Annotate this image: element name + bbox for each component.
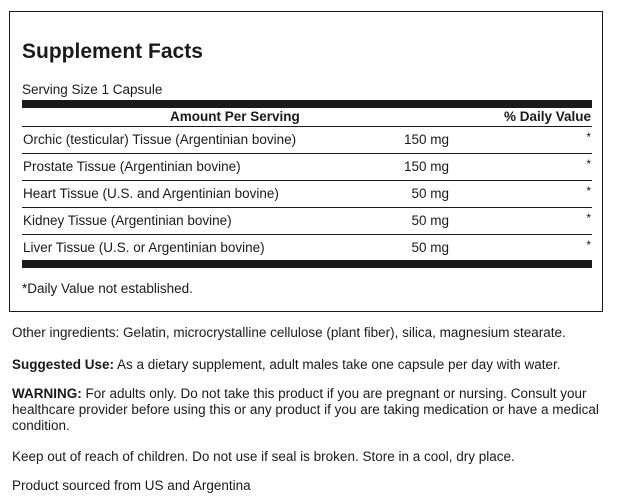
table-row	[22, 208, 592, 234]
ingredient-name: Kidney Tissue (Argentinian bovine)	[23, 213, 232, 228]
table-row	[22, 154, 592, 180]
ingredient-daily-value: *	[586, 184, 591, 198]
ingredient-daily-value: *	[586, 238, 591, 252]
suggested-use-label: Suggested Use:	[12, 357, 115, 372]
warning	[12, 386, 610, 434]
header-daily-value: % Daily Value	[503, 109, 591, 124]
storage-instructions: Keep out of reach of children. Do not use if seal is broken. Store in a cool, dry place.	[12, 449, 515, 464]
suggested-use	[12, 357, 610, 373]
ingredient-amount: 50 mg	[411, 213, 449, 228]
ingredient-name: Orchic (testicular) Tissue (Argentinian bovine)	[23, 132, 297, 147]
ingredient-name: Prostate Tissue (Argentinian bovine)	[23, 159, 241, 174]
ingredient-amount: 50 mg	[411, 186, 449, 201]
other-ingredients: Other ingredients: Gelatin, microcrystalline cellulose (plant fiber), silica, magnesium stearate.	[12, 325, 566, 340]
daily-value-footnote: *Daily Value not established.	[22, 281, 193, 296]
table-row	[22, 181, 592, 207]
ingredient-amount: 50 mg	[411, 240, 449, 255]
ingredient-daily-value: *	[586, 157, 591, 171]
header-amount-per-serving: Amount Per Serving	[170, 109, 300, 124]
suggested-use-text: As a dietary supplement, adult males take one capsule per day with water.	[114, 357, 561, 372]
warning-label: WARNING:	[12, 386, 82, 401]
serving-size: Serving Size 1 Capsule	[22, 82, 163, 97]
ingredient-daily-value: *	[586, 130, 591, 144]
table-row	[22, 127, 592, 153]
ingredient-daily-value: *	[586, 211, 591, 225]
divider-thick-top	[22, 100, 592, 108]
ingredient-name: Liver Tissue (U.S. or Argentinian bovine)	[23, 240, 265, 255]
warning-text: For adults only. Do not take this product if you are pregnant or nursing. Consult your healthcare provider before using this or any product if you are taking medication or have a medical condition.	[12, 386, 599, 433]
divider-thick-bottom	[22, 260, 592, 268]
table-row	[22, 235, 592, 261]
ingredient-name: Heart Tissue (U.S. and Argentinian bovine)	[23, 186, 279, 201]
facts-title: Supplement Facts	[22, 40, 203, 63]
product-origin: Product sourced from US and Argentina	[12, 478, 251, 493]
ingredient-amount: 150 mg	[403, 159, 449, 174]
ingredient-amount: 150 mg	[403, 132, 449, 147]
supplement-facts-panel	[9, 11, 603, 312]
